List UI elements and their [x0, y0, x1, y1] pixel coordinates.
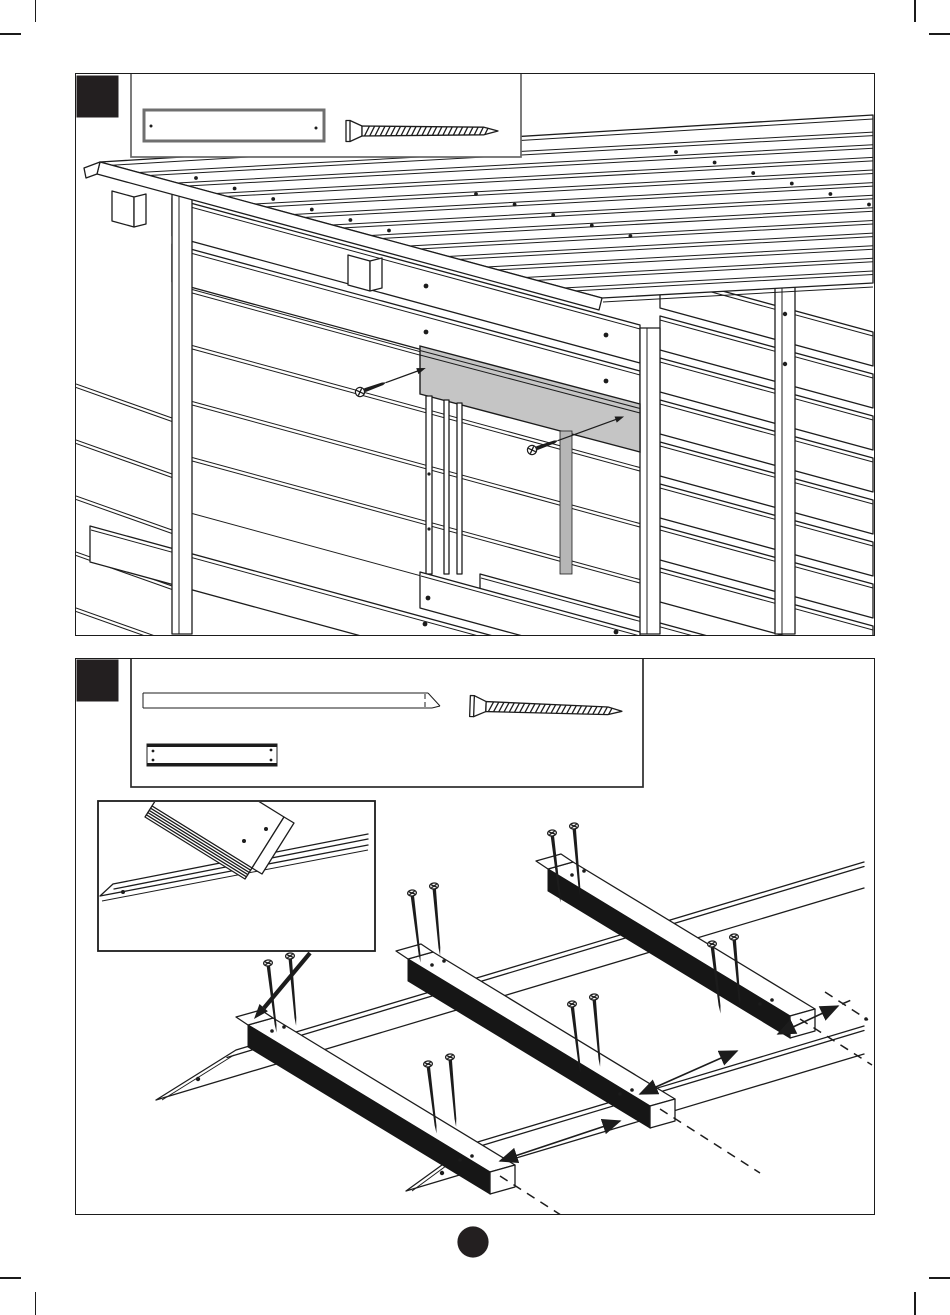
parts-box-2: [131, 658, 643, 787]
step2-marker: [77, 660, 119, 702]
gray-window-post: [560, 431, 572, 574]
bearer-3: [536, 854, 815, 1038]
parts-box-1: [131, 73, 521, 157]
floor-frame-drawing: [98, 755, 872, 1215]
spacing-dashes: [500, 992, 872, 1215]
page-dot-circle: [457, 1226, 488, 1257]
playhouse-drawing: [76, 115, 873, 636]
screw-callout-1: [354, 364, 427, 398]
part-plank-glyph: [144, 110, 324, 141]
step1-marker: [77, 76, 119, 118]
crop-mark: [35, 0, 37, 22]
crop-mark: [0, 33, 21, 35]
crop-mark: [0, 1277, 21, 1279]
crop-mark: [929, 33, 950, 35]
crop-mark: [914, 0, 916, 22]
left-wall-lines: [76, 384, 172, 636]
bearer-2: [396, 944, 675, 1128]
right-rear-post: [775, 284, 795, 634]
crop-mark: [35, 1292, 37, 1315]
crop-mark: [929, 1277, 950, 1279]
right-wall-boards: [660, 274, 873, 636]
page-number-dot: [456, 1225, 490, 1259]
bearer-1: [236, 1010, 515, 1194]
part-short-plank-glyph: [147, 744, 277, 766]
step2-panel: [75, 658, 875, 1215]
step1-panel: [75, 73, 875, 636]
inset-pointer-arrow: [254, 953, 310, 1019]
crop-mark: [914, 1292, 916, 1315]
